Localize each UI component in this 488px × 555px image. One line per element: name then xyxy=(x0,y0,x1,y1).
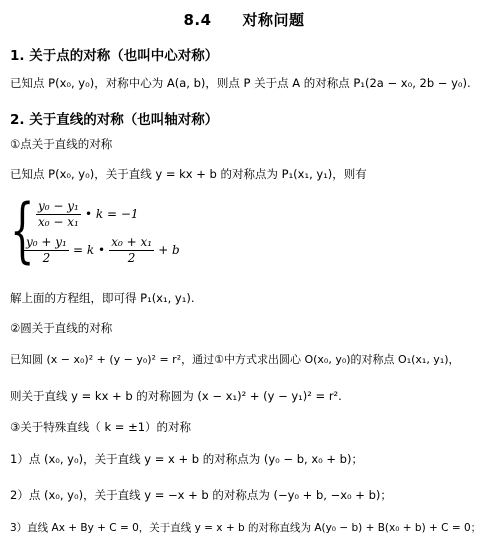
sub3-title: ③关于特殊直线（ k = ±1）的对称 xyxy=(10,420,192,434)
sub1-title: ①点关于直线的对称 xyxy=(10,137,113,151)
sub3-item2: 2）点 (x₀, y₀)，关于直线 y = −x + b 的对称点为 (−y₀ + b, −x₀ + b)； xyxy=(10,488,392,502)
equation-system xyxy=(10,189,180,273)
page-title: 8.4 对称问题 xyxy=(183,11,305,29)
equation-1: $\frac{\text{y₀ − y₁}}{\text{x₀ − x₁}}$ • k = −1 xyxy=(38,199,139,229)
section1-text: 已知点 P(x₀, y₀)，对称中心为 A(a, b)，则点 P 关于点 A 的对称点 P₁(2a − x₀, 2b − y₀). xyxy=(10,76,471,90)
sub3-item3: 3）直线 Ax + By + C = 0，关于直线 y = x + b 的对称直线为 A(y₀ − b) + B(x₀ + b) + C = 0； xyxy=(10,522,482,534)
brace-symbol: { xyxy=(10,189,35,271)
sub1-solve: 解上面的方程组，即可得 P₁(x₁, y₁). xyxy=(10,291,195,305)
sub1-text: 已知点 P(x₀, y₀)，关于直线 y = kx + b 的对称点为 P₁(x₁, y₁)，则有 xyxy=(10,167,367,181)
sub3-item1: 1）点 (x₀, y₀)，关于直线 y = x + b 的对称点为 (y₀ − b, x₀ + b)； xyxy=(10,452,363,466)
sub2-line1: 已知圆 (x − x₀)² + (y − y₀)² = r²，通过①中方式求出圆心 O(x₀, y₀)的对称点 O₁(x₁, y₁)， xyxy=(10,353,460,366)
equation-2: $\frac{\text{y₀ + y₁}}{2}$ = k • $\frac{\text{x₀ + x₁}}{2}$ + b xyxy=(26,235,180,265)
sub2-title: ②圆关于直线的对称 xyxy=(10,321,113,335)
section1-heading: 1. 关于点的对称（也叫中心对称） xyxy=(10,48,219,64)
section2-heading: 2. 关于直线的对称（也叫轴对称） xyxy=(10,112,219,128)
sub2-line2: 则关于直线 y = kx + b 的对称圆为 (x − x₁)² + (y − y₁)² = r². xyxy=(10,389,342,403)
